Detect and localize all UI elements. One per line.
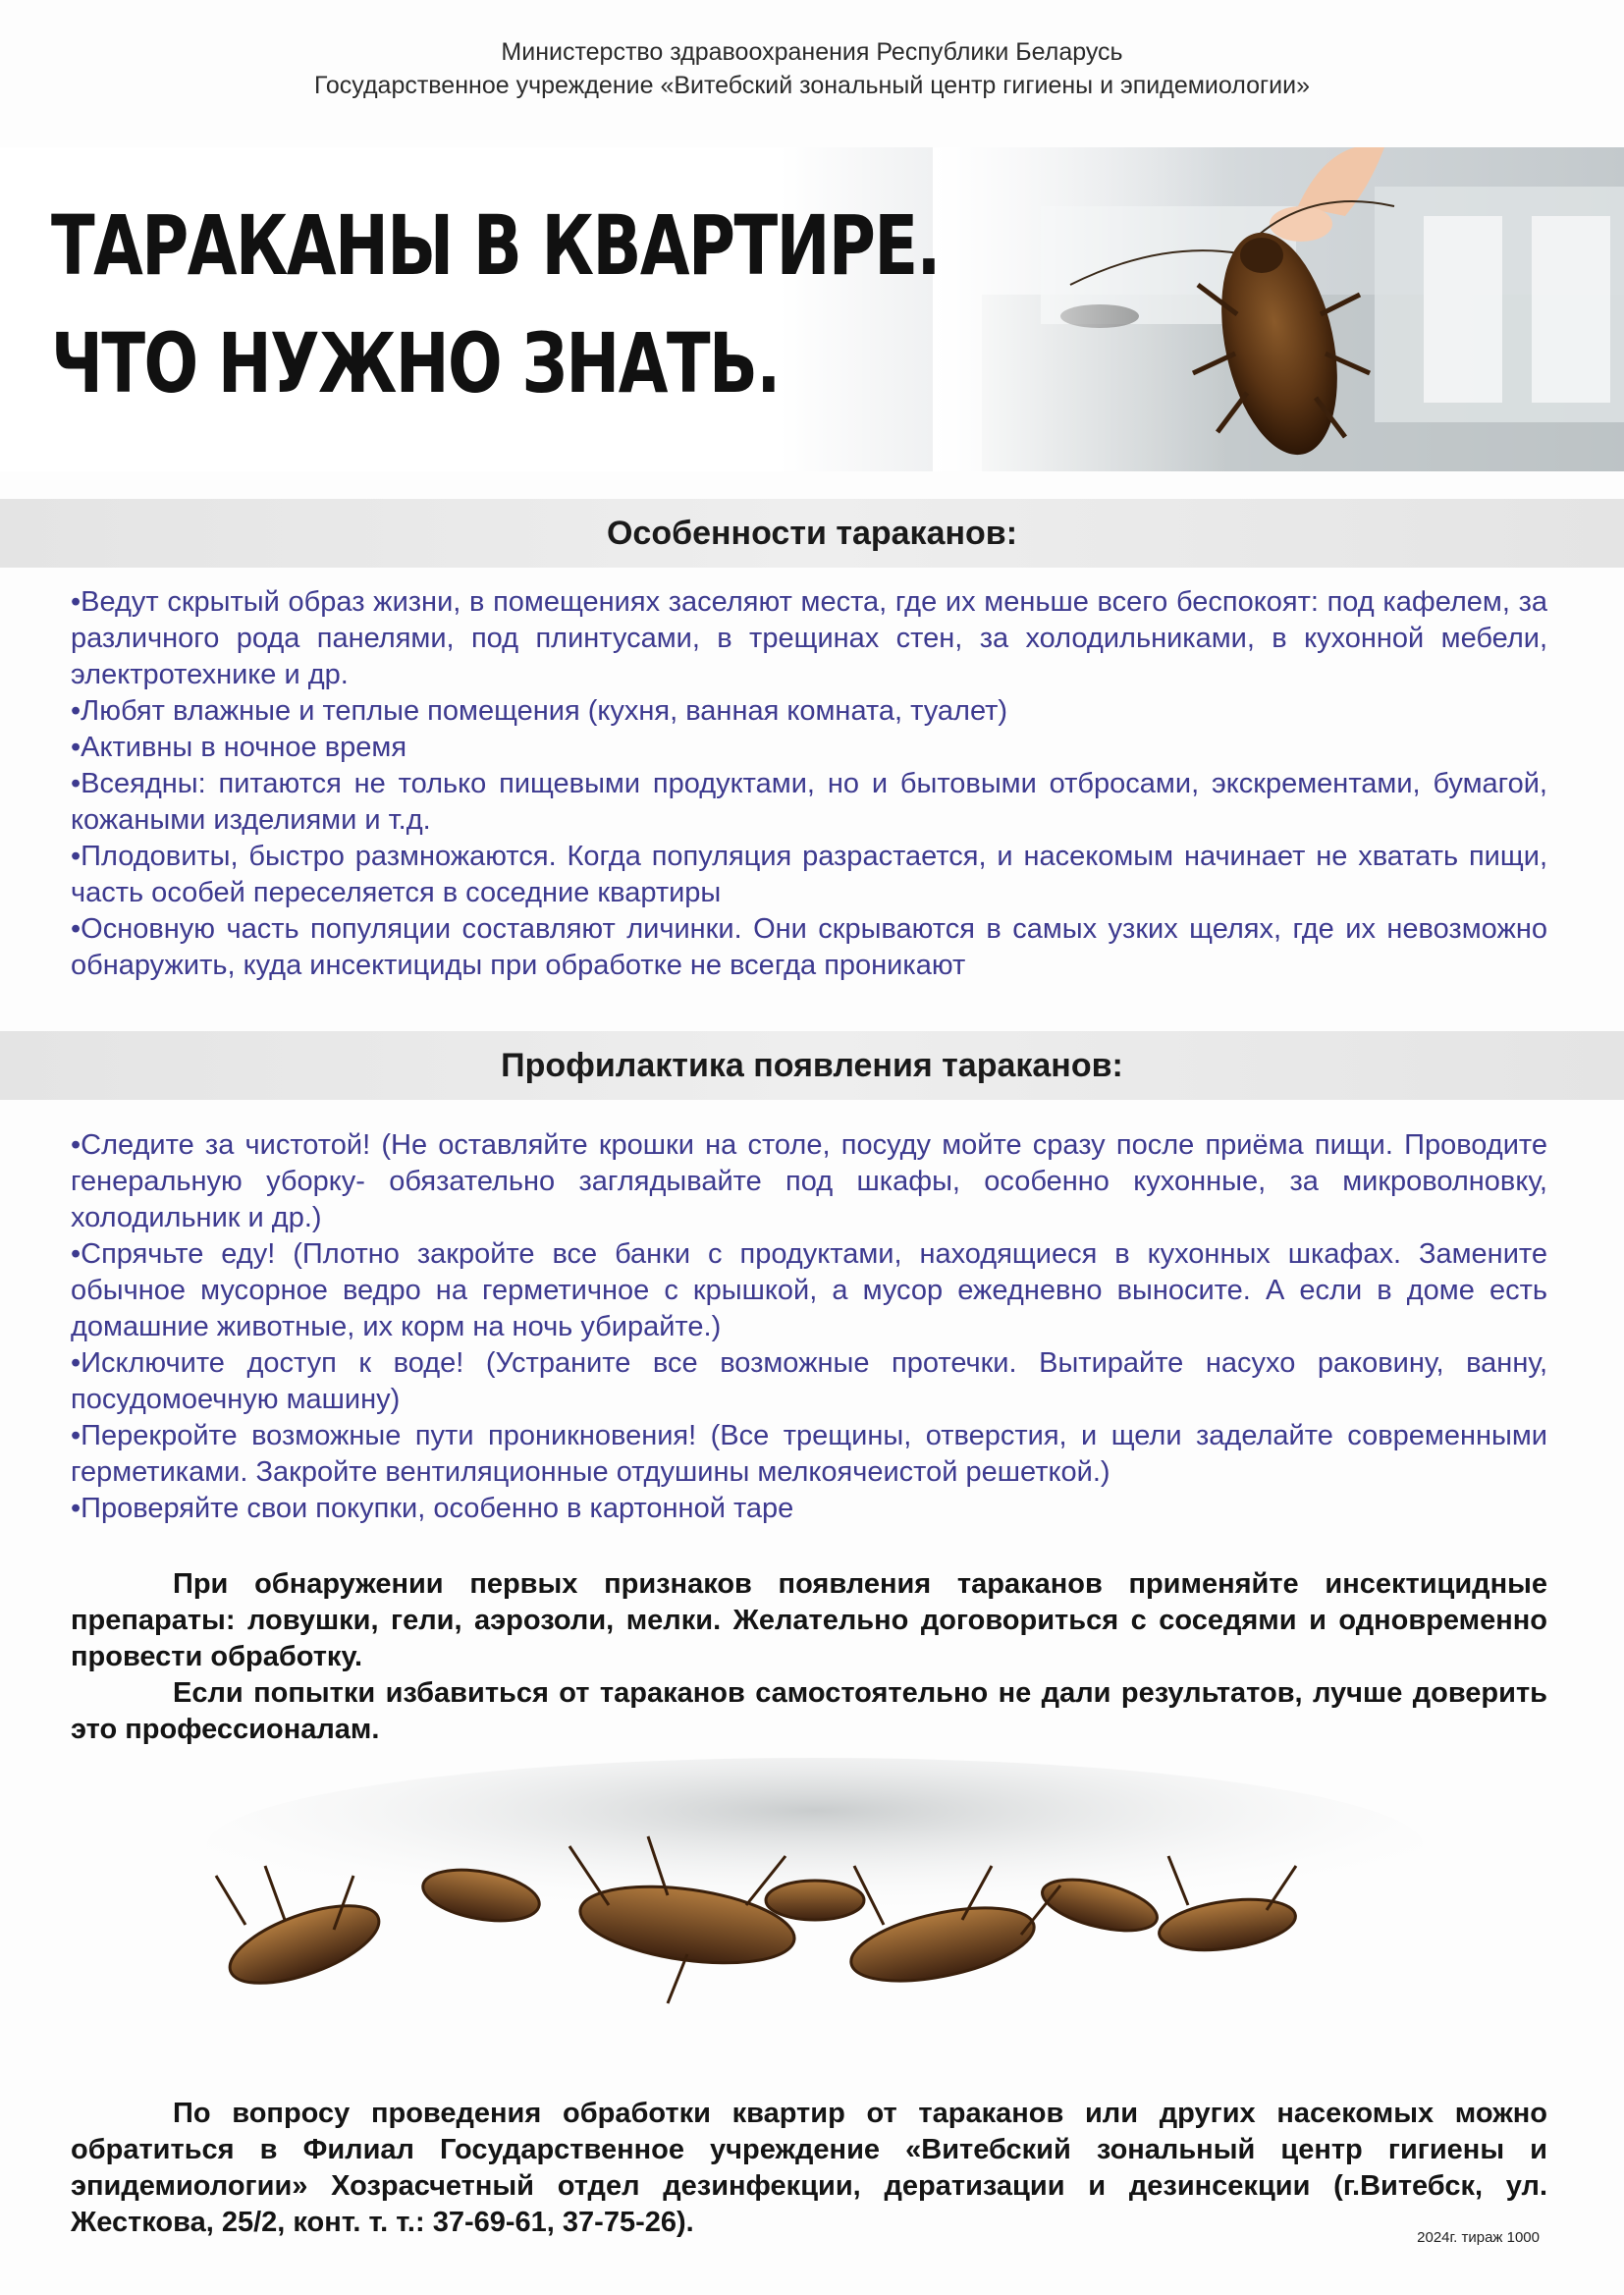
advice-block <box>71 1566 1547 1748</box>
prevention-list <box>71 1127 1547 1527</box>
list-item: • Спрячьте еду! (Плотно закройте все банки с продуктами, находящиеся в кухонных шкафах. Замените обычное мусорное ведро на герметичное с крышкой, а мусор ежедневно выносите. А если в доме есть домашние животные, их корм на ночь убирайте.) <box>71 1236 1547 1345</box>
page-title <box>51 187 940 422</box>
title-banner <box>0 147 1624 471</box>
section-heading-band <box>0 499 1624 568</box>
advice-paragraph: Если попытки избавиться от тараканов самостоятельно не дали результатов, лучше доверить это профессионалам. <box>71 1677 1547 1745</box>
advice-paragraph: При обнаружении первых признаков появления тараканов применяйте инсектицидные препараты: ловушки, гели, аэрозоли, мелки. Желательно договориться с соседями и одновременно провести обработку. <box>71 1568 1547 1672</box>
list-item: • Перекройте возможные пути проникновения! (Все трещины, отверстия, и щели заделайте современными герметиками. Закройте вентиляционные отдушины мелкоячеистой решеткой.) <box>71 1418 1547 1491</box>
contact-paragraph: По вопросу проведения обработки квартир от тараканов или других насекомых можно обратиться в Филиал Государственное учреждение «Витебский зональный центр гигиены и эпидемиологии» Хозрасчетный отдел дезинфекции, дератизации и дезинсекции (г.Витебск, ул. Жесткова, 25/2, конт. т. т.: 37-69-61, 37-75-26). <box>71 2098 1547 2238</box>
list-item: • Проверяйте свои покупки, особенно в картонной таре <box>71 1491 1547 1527</box>
list-item: • Всеядны: питаются не только пищевыми продуктами, но и бытовыми отбросами, экскрементами, бумагой, кожаными изделиями и т.д. <box>71 766 1547 839</box>
dead-cockroaches-photo <box>177 1758 1453 2052</box>
ministry-name: Министерство здравоохранения Республики Беларусь <box>501 38 1123 66</box>
print-info: 2024г. тираж 1000 <box>1417 2229 1540 2246</box>
list-item: • Основную часть популяции составляют личинки. Они скрываются в самых узких щелях, где их невозможно обнаружить, куда инсектициды при обработке не всегда проникают <box>71 911 1547 984</box>
list-item: • Плодовиты, быстро размножаются. Когда популяция разрастается, и насекомым начинает не хватать пищи, часть особей переселяется в соседние квартиры <box>71 839 1547 911</box>
section-heading-features: Особенности тараканов: <box>606 515 1018 552</box>
list-item: • Активны в ночное время <box>71 730 1547 766</box>
list-item: • Следите за чистотой! (Не оставляйте крошки на столе, посуду мойте сразу после приёма пищи. Проводите генеральную уборку- обязательно заглядывайте под шкафы, особенно кухонные, за микроволновку, холодильник и др.) <box>71 1127 1547 1236</box>
features-list <box>71 584 1547 984</box>
section-heading-prevention: Профилактика появления тараканов: <box>501 1047 1123 1084</box>
list-item: • Ведут скрытый образ жизни, в помещениях заселяют места, где их меньше всего беспокоят: под кафелем, за различного рода панелями, под плинтусами, в трещинах стен, за холодильниками, в кухонной мебели, электротехнике и др. <box>71 584 1547 693</box>
title-line-1: ТАРАКАНЫ В КВАРТИРЕ. <box>51 197 940 294</box>
list-item: • Любят влажные и теплые помещения (кухня, ванная комната, туалет) <box>71 693 1547 730</box>
section-heading-band <box>0 1031 1624 1100</box>
institution-name: Государственное учреждение «Витебский зональный центр гигиены и эпидемиологии» <box>314 72 1310 99</box>
contact-block <box>71 2096 1547 2241</box>
list-item: • Исключите доступ к воде! (Устраните все возможные протечки. Вытирайте насухо раковину, ванну, посудомоечную машину) <box>71 1345 1547 1418</box>
title-line-2: ЧТО НУЖНО ЗНАТЬ. <box>51 315 780 411</box>
